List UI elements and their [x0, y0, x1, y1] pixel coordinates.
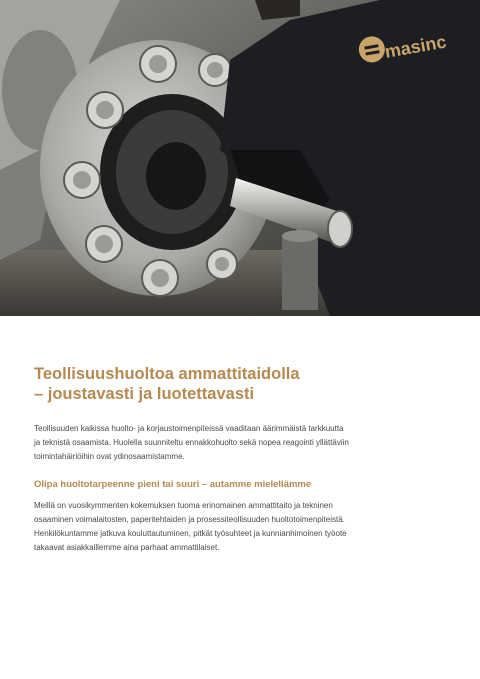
text-line: osaaminen voimalaitosten, paperitehtaiden ja prosessiteollisuuden huoltotoimenpiteistä.	[34, 515, 345, 524]
section-subheading: Olipa huoltotarpeenne pieni tai suuri – autamme mielellämme	[34, 479, 312, 490]
text-line: toimintahäiriöihin ovat ydinosaamistamme.	[34, 452, 185, 461]
shirt-logo-text: masinc	[383, 31, 448, 62]
text-line: takaavat asiakkaillemme aina parhaat ammattilaiset.	[34, 543, 220, 552]
article	[34, 364, 454, 555]
hero-photo	[0, 0, 480, 316]
text-line: Teollisuuden kaikissa huolto- ja korjaustoimenpiteissä vaaditaan äärimmäistä tarkkuutta	[34, 424, 344, 433]
body-paragraph	[34, 499, 454, 555]
article-title	[34, 364, 454, 404]
maintenance-illustration	[0, 0, 480, 316]
title-line: Teollisuushuoltoa ammattitaidolla	[34, 365, 300, 383]
title-line: – joustavasti ja luotettavasti	[34, 385, 255, 403]
intro-paragraph	[34, 422, 454, 464]
text-line: ja teknistä osaamista. Huolella suunniteltu ennakkohuolto sekä nopea reagointi yllättäviin	[34, 438, 349, 447]
text-line: Meillä on vuosikymmenten kokemuksen tuoma erinomainen ammattitaito ja tekninen	[34, 501, 333, 510]
text-line: Henkilökuntamme jatkuva kouluttautuminen, pitkät työsuhteet ja kunnianhimoinen työote	[34, 529, 347, 538]
